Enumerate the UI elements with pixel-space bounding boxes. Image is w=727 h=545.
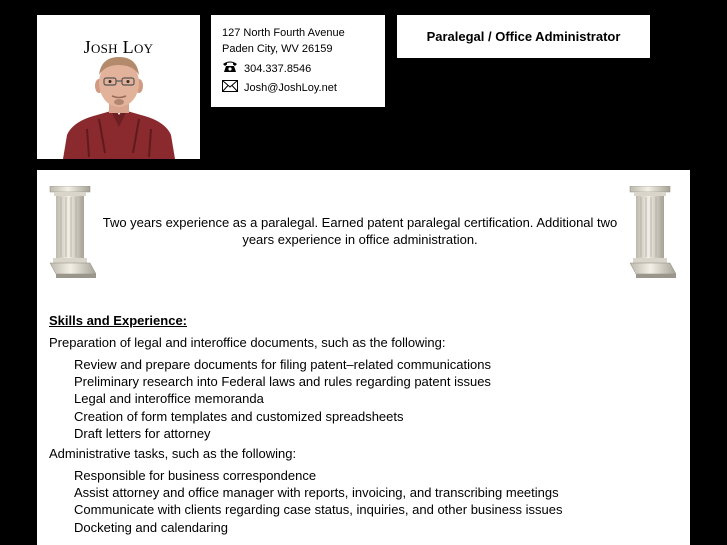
phone-number[interactable]: 304.337.8546 [244, 62, 312, 75]
profile-name: Josh Loy [83, 37, 154, 57]
email-link[interactable]: Josh@JoshLoy.net [244, 82, 337, 94]
job-title: Paralegal / Office Administrator [426, 29, 621, 44]
pillar-right-icon [628, 186, 678, 280]
list-item: Communicate with clients regarding case status, inquiries, and other business issues [74, 502, 563, 518]
list-item: Assist attorney and office manager with reports, invoicing, and transcribing meetings [74, 485, 559, 501]
telephone-icon [222, 60, 240, 77]
skill-group-label: Administrative tasks, such as the following: [49, 445, 297, 461]
email-row [222, 80, 337, 96]
address-line-2: Paden City, WV 26159 [222, 43, 333, 55]
list-item: Creation of form templates and customized spreadsheets [74, 408, 404, 424]
list-item: Responsible for business correspondence [74, 467, 317, 483]
phone-row [222, 60, 311, 77]
skill-list [74, 467, 679, 536]
skill-list [74, 356, 679, 442]
portrait-photo [59, 53, 179, 159]
summary-text: Two years experience as a paralegal. Earned patent paralegal certification. Additional two years experience in office administration. [102, 215, 618, 247]
skills-content [49, 334, 679, 539]
list-item: Draft letters for attorney [74, 425, 211, 441]
resume-body [37, 170, 690, 545]
skill-group-label: Preparation of legal and interoffice documents, such as the following: [49, 335, 446, 350]
envelope-icon [222, 80, 240, 96]
title-card [397, 15, 650, 58]
list-item: Preliminary research into Federal laws and rules regarding patent issues [74, 374, 491, 390]
list-item: Legal and interoffice memoranda [74, 391, 264, 407]
list-item: Docketing and calendaring [74, 519, 228, 535]
list-item: Review and prepare documents for filing patent–related communications [74, 357, 491, 372]
profile-card [37, 15, 200, 159]
pillar-left-icon [48, 186, 98, 280]
skills-heading: Skills and Experience: [49, 313, 188, 328]
contact-card [211, 15, 385, 107]
address-line-1: 127 North Fourth Avenue [222, 27, 345, 39]
